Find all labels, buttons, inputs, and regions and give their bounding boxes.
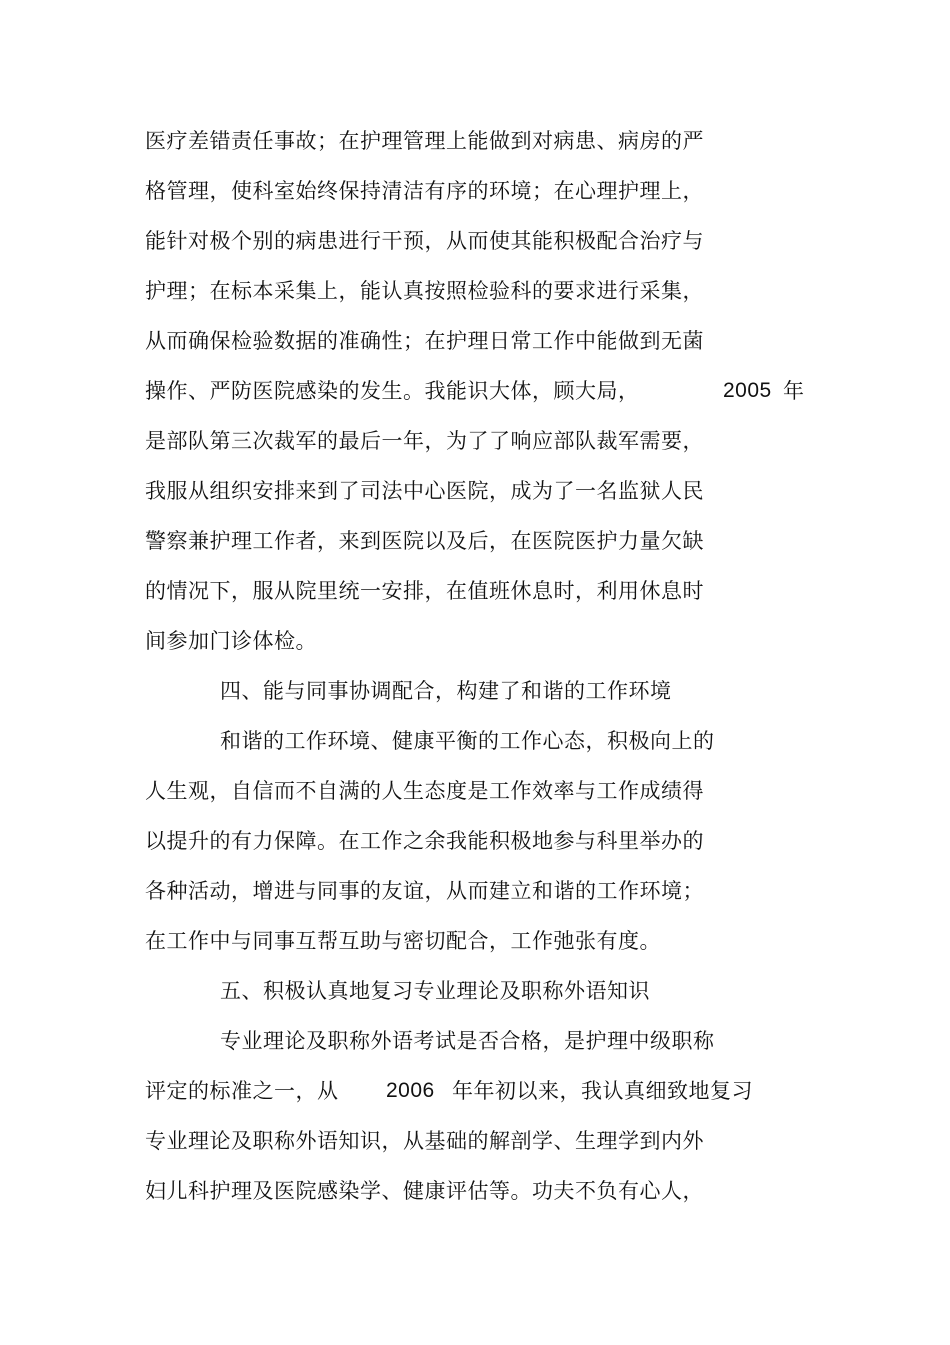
text-line: 医疗差错责任事故；在护理管理上能做到对病患、病房的严 [145, 129, 704, 153]
text-line: 在工作中与同事互帮互助与密切配合，工作弛张有度。 [145, 929, 661, 953]
text-line: 能针对极个别的病患进行干预，从而使其能积极配合治疗与 [145, 229, 704, 253]
text-line: 是部队第三次裁军的最后一年，为了了响应部队裁军需要， [145, 429, 704, 453]
text-line: 各种活动，增进与同事的友谊，从而建立和谐的工作环境； [145, 879, 704, 903]
text-line: 评定的标准之一，从 [145, 1079, 339, 1103]
section-heading: 五、积极认真地复习专业理论及职称外语知识 [220, 979, 650, 1003]
year-number: 2005 [723, 379, 772, 402]
text-line: 专业理论及职称外语知识，从基础的解剖学、生理学到内外 [145, 1129, 704, 1153]
year-suffix: 年 [783, 379, 805, 403]
year-number: 2006 [386, 1079, 435, 1102]
text-line: 人生观，自信而不自满的人生态度是工作效率与工作成绩得 [145, 779, 704, 803]
text-line: 格管理，使科室始终保持清洁有序的环境；在心理护理上， [145, 179, 704, 203]
text-line: 妇儿科护理及医院感染学、健康评估等。功夫不负有心人， [145, 1179, 704, 1203]
text-line: 操作、严防医院感染的发生。我能识大体，顾大局， [145, 379, 640, 403]
section-heading: 四、能与同事协调配合，构建了和谐的工作环境 [220, 679, 672, 703]
text-line: 从而确保检验数据的准确性；在护理日常工作中能做到无菌 [145, 329, 704, 353]
text-line: 的情况下，服从院里统一安排，在值班休息时，利用休息时 [145, 579, 704, 603]
text-line: 年年初以来，我认真细致地复习 [452, 1079, 753, 1103]
text-line: 我服从组织安排来到了司法中心医院，成为了一名监狱人民 [145, 479, 704, 503]
text-line: 和谐的工作环境、健康平衡的工作心态，积极向上的 [220, 729, 715, 753]
text-line: 间参加门诊体检。 [145, 629, 317, 653]
text-line: 专业理论及职称外语考试是否合格，是护理中级职称 [220, 1029, 715, 1053]
text-line: 护理；在标本采集上，能认真按照检验科的要求进行采集， [145, 279, 704, 303]
text-line: 以提升的有力保障。在工作之余我能积极地参与科里举办的 [145, 829, 704, 853]
text-line: 警察兼护理工作者，来到医院以及后，在医院医护力量欠缺 [145, 529, 704, 553]
